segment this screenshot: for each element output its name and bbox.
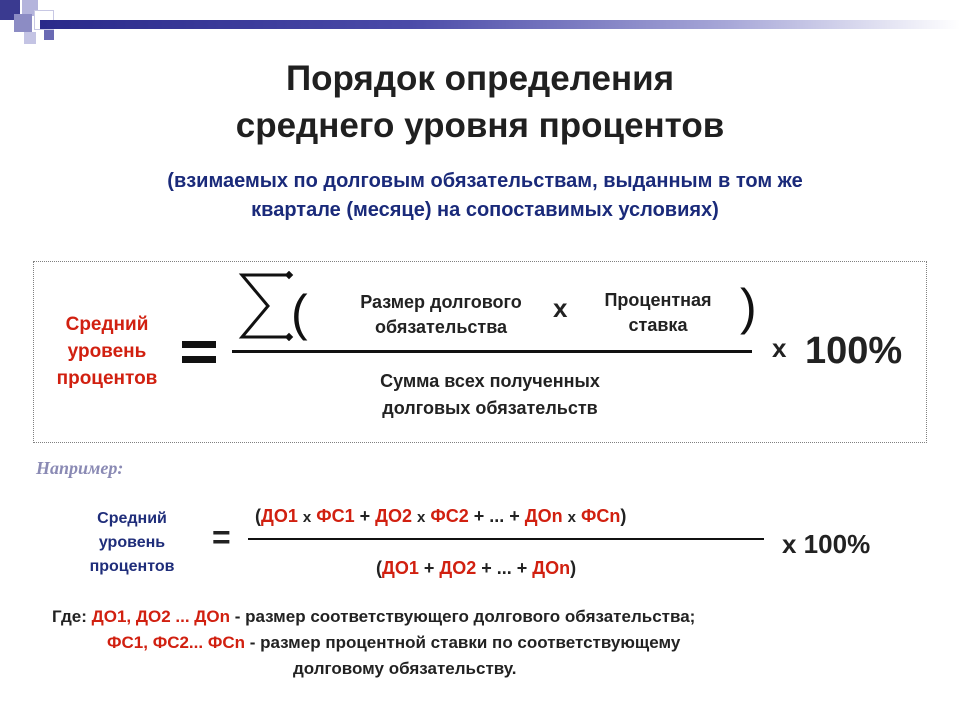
where-line2 <box>107 633 680 653</box>
sum-sigma-icon <box>232 271 298 341</box>
example-num-fsn: ФСn <box>581 506 621 526</box>
where-label: Где: <box>52 607 87 626</box>
page-title-line2: среднего уровня процентов <box>235 106 725 145</box>
formula-numerator-left-line1: Размер долгового <box>360 292 522 312</box>
example-den-close: ) <box>570 558 577 578</box>
example-den-plus1: + <box>423 558 435 578</box>
formula-denominator-line1: Сумма всех полученных <box>380 371 600 391</box>
formula-numerator-right <box>578 288 738 338</box>
subtitle-line2: квартале (месяце) на сопоставимых условиях) <box>251 199 719 221</box>
formula-numerator-left-line2: обязательства <box>374 317 508 337</box>
formula-denominator <box>330 368 650 422</box>
page-title-line1: Порядок определения <box>285 59 675 98</box>
formula-lhs-line2: уровень <box>67 341 147 362</box>
example-num-x3: х <box>567 509 576 526</box>
subtitle-line1: (взимаемых по долговым обязательствам, выданным в том же <box>167 170 803 192</box>
example-lhs-line1: Средний <box>97 510 167 527</box>
example-den-plus2: + ... + <box>481 558 528 578</box>
formula-lhs-line1: Средний <box>65 314 149 335</box>
formula-close-paren: ) <box>740 279 757 335</box>
example-label: Например: <box>36 458 124 478</box>
example-numerator <box>255 506 626 527</box>
formula-equals-sign <box>182 341 216 363</box>
formula-numerator-right-line1: Процентная <box>604 290 712 310</box>
formula-fraction-line <box>232 350 752 353</box>
example-den-do1: ДО1 <box>382 558 419 578</box>
formula-open-paren: ( <box>291 285 308 341</box>
decor-square <box>14 14 32 32</box>
formula-multiplier-x: х <box>772 333 787 363</box>
example-den-open: ( <box>376 558 382 578</box>
formula-numerator-left <box>336 290 546 340</box>
example-num-fs2: ФС2 <box>430 506 469 526</box>
example-lhs-line2: уровень <box>98 534 166 551</box>
example-equals-sign: = <box>212 519 231 555</box>
formula-numerator-right-line2: ставка <box>628 315 688 335</box>
where-line1-text: - размер соответствующего долгового обязательства; <box>230 607 696 626</box>
decor-top-bar <box>40 20 960 29</box>
decor-square <box>24 32 36 44</box>
example-den-don: ДОn <box>532 558 571 578</box>
example-num-do1: ДО1 <box>261 506 298 526</box>
example-fraction-line <box>248 538 764 540</box>
example-num-open: ( <box>255 506 261 526</box>
example-den-do2: ДО2 <box>439 558 477 578</box>
formula-multiplier-value: 100% <box>805 330 903 372</box>
formula-lhs-line3: процентов <box>56 368 158 389</box>
example-num-close: ) <box>620 506 627 526</box>
where-line1-terms: ДО1, ДО2 ... ДОn <box>91 607 230 626</box>
decor-square <box>44 30 54 40</box>
where-line1 <box>52 607 695 627</box>
example-num-plus1: + <box>359 506 371 526</box>
example-num-don: ДОn <box>524 506 563 526</box>
example-num-fs1: ФС1 <box>316 506 355 526</box>
where-line2-text: - размер процентной ставки по соответствующему <box>245 633 681 652</box>
where-line3: долговому обязательству. <box>293 659 517 678</box>
example-num-x1: х <box>302 509 312 526</box>
example-lhs-line3: процентов <box>89 558 175 575</box>
example-num-do2: ДО2 <box>375 506 412 526</box>
formula-times-sign: х <box>553 293 568 323</box>
example-lhs <box>62 507 202 579</box>
formula-denominator-line2: долговых обязательств <box>382 398 598 418</box>
formula-lhs <box>42 311 172 392</box>
example-num-plus2: + ... + <box>473 506 520 526</box>
example-denominator <box>376 558 576 579</box>
example-multiplier: х 100% <box>782 529 871 559</box>
where-line2-terms: ФС1, ФС2... ФСn <box>107 633 245 652</box>
example-num-x2: х <box>417 509 426 526</box>
